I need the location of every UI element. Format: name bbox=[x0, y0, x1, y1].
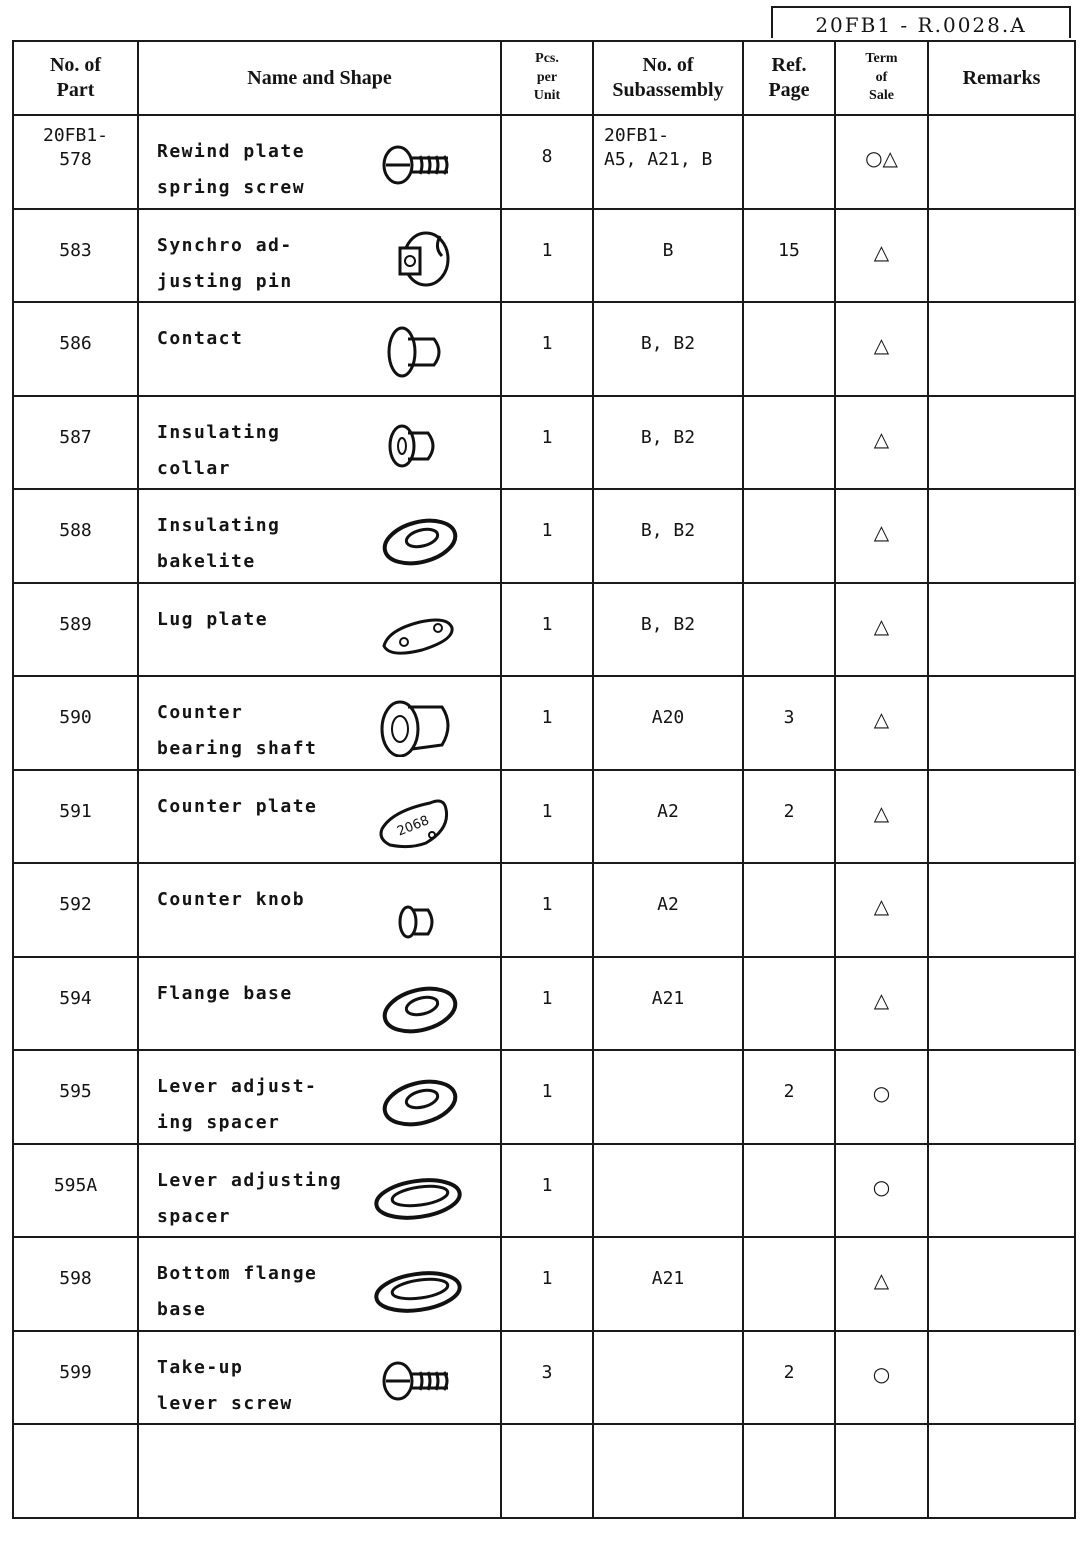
part-name: Flange base bbox=[157, 982, 293, 1004]
subassembly bbox=[594, 1145, 742, 1175]
ref-page bbox=[744, 490, 834, 520]
subassembly-cell bbox=[593, 1050, 743, 1144]
table-row bbox=[13, 1144, 1075, 1238]
subassembly bbox=[594, 1425, 742, 1455]
subassembly: B bbox=[662, 239, 674, 261]
subassembly: B, B2 bbox=[640, 613, 696, 635]
ref-page bbox=[744, 303, 834, 333]
table-header-row bbox=[13, 41, 1075, 115]
subassembly: A21 bbox=[651, 1268, 685, 1289]
document-id: 20FB1 - R.0028.A bbox=[771, 6, 1071, 38]
pcs-per-unit: 3 bbox=[541, 1361, 553, 1383]
part-no-cell bbox=[13, 863, 138, 957]
pcs-cell bbox=[501, 396, 593, 490]
subassembly: B, B2 bbox=[640, 333, 696, 354]
remarks-cell bbox=[928, 770, 1075, 864]
header-remarks: Remarks bbox=[928, 41, 1075, 115]
pcs-cell bbox=[501, 115, 593, 209]
subassembly: A2 bbox=[657, 894, 679, 915]
pcs-per-unit: 1 bbox=[541, 520, 553, 541]
ref-page-cell bbox=[743, 115, 835, 209]
knob-icon bbox=[370, 882, 470, 944]
part-name: Insulating bakelite bbox=[157, 515, 281, 572]
part-no-cell bbox=[13, 115, 138, 209]
part-name: Contact bbox=[157, 328, 244, 349]
pcs-per-unit: 1 bbox=[541, 707, 553, 728]
subassembly-cell bbox=[593, 957, 743, 1051]
term-of-sale: ○ bbox=[872, 1081, 891, 1105]
part-no: 591 bbox=[59, 800, 92, 822]
part-name: Counter bearing shaft bbox=[157, 702, 318, 759]
part-no-cell bbox=[13, 1144, 138, 1238]
part-no-cell bbox=[13, 1331, 138, 1425]
name-shape-cell bbox=[138, 209, 501, 303]
header-part-no: No. of Part bbox=[13, 41, 138, 115]
pcs-per-unit: 1 bbox=[541, 613, 553, 635]
subassembly: A21 bbox=[651, 987, 685, 1009]
remarks-cell bbox=[928, 676, 1075, 770]
ref-page: 2 bbox=[783, 1081, 795, 1102]
term-of-sale: △ bbox=[873, 426, 890, 451]
table-row bbox=[13, 1331, 1075, 1425]
remarks-cell bbox=[928, 583, 1075, 677]
part-no: 592 bbox=[59, 894, 92, 915]
pcs-cell bbox=[501, 1050, 593, 1144]
subassembly: B, B2 bbox=[640, 520, 696, 541]
table-row bbox=[13, 770, 1075, 864]
pcs-per-unit: 1 bbox=[541, 987, 553, 1009]
part-name: Bottom flange base bbox=[157, 1263, 318, 1320]
pcs-cell bbox=[501, 1237, 593, 1331]
pcs-per-unit: 8 bbox=[541, 146, 553, 167]
lug-plate-icon bbox=[370, 602, 470, 664]
ref-page bbox=[744, 1425, 834, 1455]
ref-page-cell bbox=[743, 209, 835, 303]
name-shape-cell bbox=[138, 302, 501, 396]
part-no: 598 bbox=[59, 1268, 92, 1289]
term-cell bbox=[835, 676, 928, 770]
term-of-sale: ○ bbox=[872, 1174, 891, 1199]
ref-page-cell bbox=[743, 957, 835, 1051]
term-of-sale: △ bbox=[873, 613, 890, 638]
term-of-sale bbox=[836, 1425, 927, 1455]
part-no: 20FB1- 578 bbox=[42, 125, 109, 170]
ref-page-cell bbox=[743, 583, 835, 677]
subassembly: 20FB1- A5, A21, B bbox=[604, 125, 713, 170]
ref-page bbox=[744, 116, 834, 146]
part-no-cell bbox=[13, 489, 138, 583]
subassembly-cell bbox=[593, 1144, 743, 1238]
part-name: Lever adjust- ing spacer bbox=[157, 1076, 318, 1133]
ref-page bbox=[744, 397, 834, 427]
part-name: Rewind plate spring screw bbox=[157, 141, 306, 198]
table-row bbox=[13, 1424, 1075, 1518]
subassembly-cell bbox=[593, 396, 743, 490]
table-row bbox=[13, 676, 1075, 770]
part-no: 589 bbox=[59, 613, 92, 635]
pcs-cell bbox=[501, 770, 593, 864]
ring-icon bbox=[370, 1163, 470, 1225]
subassembly-cell bbox=[593, 209, 743, 303]
remarks-cell bbox=[928, 1331, 1075, 1425]
header-name-shape: Name and Shape bbox=[138, 41, 501, 115]
washer-icon bbox=[370, 508, 470, 570]
ref-page-cell bbox=[743, 302, 835, 396]
table-row bbox=[13, 115, 1075, 209]
counter-plate-icon bbox=[370, 789, 470, 851]
term-of-sale: △ bbox=[873, 239, 890, 264]
pcs-cell bbox=[501, 489, 593, 583]
subassembly-cell bbox=[593, 1237, 743, 1331]
table-row bbox=[13, 396, 1075, 490]
ref-page bbox=[744, 958, 834, 988]
screw-icon bbox=[370, 134, 470, 196]
subassembly-cell bbox=[593, 583, 743, 677]
pcs-cell bbox=[501, 302, 593, 396]
pcs-cell bbox=[501, 583, 593, 677]
ref-page: 2 bbox=[783, 1361, 795, 1383]
pin-icon bbox=[370, 228, 470, 290]
term-cell bbox=[835, 115, 928, 209]
term-cell bbox=[835, 1331, 928, 1425]
part-no: 583 bbox=[59, 239, 92, 261]
table-row bbox=[13, 489, 1075, 583]
pcs-per-unit bbox=[502, 1425, 592, 1455]
term-of-sale: ○ bbox=[872, 1361, 891, 1386]
part-no-cell bbox=[13, 1050, 138, 1144]
pcs-cell bbox=[501, 1331, 593, 1425]
part-no-cell bbox=[13, 770, 138, 864]
name-shape-cell bbox=[138, 1237, 501, 1331]
pcs-cell bbox=[501, 957, 593, 1051]
part-no: 594 bbox=[59, 987, 92, 1009]
subassembly-cell bbox=[593, 1331, 743, 1425]
name-shape-cell bbox=[138, 489, 501, 583]
subassembly: B, B2 bbox=[640, 426, 696, 448]
part-no-cell bbox=[13, 583, 138, 677]
term-of-sale: ○△ bbox=[865, 146, 898, 170]
term-cell bbox=[835, 1050, 928, 1144]
bearing-shaft-icon bbox=[370, 695, 470, 757]
remarks-cell bbox=[928, 1237, 1075, 1331]
term-cell bbox=[835, 583, 928, 677]
subassembly bbox=[594, 1332, 742, 1362]
pcs-per-unit: 1 bbox=[541, 426, 553, 448]
header-pcs-per-unit: Pcs. per Unit bbox=[501, 41, 593, 115]
part-name: Lug plate bbox=[157, 608, 269, 630]
subassembly-cell bbox=[593, 863, 743, 957]
term-of-sale: △ bbox=[873, 987, 890, 1012]
ref-page-cell bbox=[743, 1237, 835, 1331]
table-row bbox=[13, 1237, 1075, 1331]
term-cell bbox=[835, 302, 928, 396]
part-no: 595 bbox=[59, 1081, 92, 1102]
pcs-per-unit: 1 bbox=[541, 333, 553, 354]
table-row bbox=[13, 957, 1075, 1051]
part-no-cell bbox=[13, 1237, 138, 1331]
name-shape-cell bbox=[138, 583, 501, 677]
ref-page: 3 bbox=[783, 707, 795, 728]
remarks-cell bbox=[928, 209, 1075, 303]
part-name: Counter knob bbox=[157, 889, 306, 910]
subassembly-cell bbox=[593, 770, 743, 864]
pcs-cell bbox=[501, 863, 593, 957]
term-cell bbox=[835, 489, 928, 583]
ref-page bbox=[744, 864, 834, 894]
pcs-per-unit: 1 bbox=[541, 1174, 553, 1196]
term-cell bbox=[835, 957, 928, 1051]
table-row bbox=[13, 583, 1075, 677]
ref-page: 15 bbox=[778, 239, 800, 261]
name-shape-cell bbox=[138, 396, 501, 490]
term-cell bbox=[835, 1144, 928, 1238]
part-no-cell bbox=[13, 302, 138, 396]
washer-icon bbox=[370, 976, 470, 1038]
pcs-cell bbox=[501, 1424, 593, 1518]
part-no: 595A bbox=[53, 1174, 98, 1196]
term-cell bbox=[835, 1424, 928, 1518]
term-of-sale: △ bbox=[873, 1268, 890, 1292]
subassembly-cell bbox=[593, 489, 743, 583]
pcs-per-unit: 1 bbox=[541, 800, 553, 822]
pcs-per-unit: 1 bbox=[541, 894, 553, 915]
term-of-sale: △ bbox=[873, 333, 890, 357]
part-name: Counter plate bbox=[157, 795, 318, 817]
ref-page-cell bbox=[743, 1424, 835, 1518]
term-of-sale: △ bbox=[873, 800, 890, 825]
part-no: 599 bbox=[59, 1361, 92, 1383]
pcs-per-unit: 1 bbox=[541, 1081, 553, 1102]
remarks-cell bbox=[928, 1144, 1075, 1238]
part-no: 588 bbox=[59, 520, 92, 541]
remarks-cell bbox=[928, 489, 1075, 583]
part-name: Lever adjusting spacer bbox=[157, 1169, 343, 1227]
ref-page-cell bbox=[743, 676, 835, 770]
ring-icon bbox=[370, 1256, 470, 1318]
subassembly-cell bbox=[593, 302, 743, 396]
name-shape-cell bbox=[138, 676, 501, 770]
table-row bbox=[13, 863, 1075, 957]
screw-icon bbox=[370, 1350, 470, 1412]
part-no-cell bbox=[13, 676, 138, 770]
term-of-sale: △ bbox=[873, 894, 890, 918]
ref-page-cell bbox=[743, 489, 835, 583]
name-shape-cell bbox=[138, 1144, 501, 1238]
name-shape-cell bbox=[138, 863, 501, 957]
part-name: Insulating collar bbox=[157, 421, 281, 479]
part-no bbox=[14, 1425, 137, 1455]
subassembly bbox=[594, 1051, 742, 1081]
part-name: Synchro ad- justing pin bbox=[157, 234, 293, 292]
ref-page bbox=[744, 1238, 834, 1268]
remarks-cell bbox=[928, 863, 1075, 957]
pcs-per-unit: 1 bbox=[541, 239, 553, 261]
part-no-cell bbox=[13, 396, 138, 490]
header-subassembly: No. of Subassembly bbox=[593, 41, 743, 115]
ref-page-cell bbox=[743, 1144, 835, 1238]
table-row bbox=[13, 1050, 1075, 1144]
header-ref-page: Ref. Page bbox=[743, 41, 835, 115]
part-name: Take-up lever screw bbox=[157, 1356, 293, 1414]
name-shape-cell bbox=[138, 957, 501, 1051]
subassembly-cell bbox=[593, 115, 743, 209]
name-shape-cell bbox=[138, 115, 501, 209]
term-cell bbox=[835, 770, 928, 864]
part-no: 590 bbox=[59, 707, 92, 728]
header-term-of-sale: Term of Sale bbox=[835, 41, 928, 115]
ref-page bbox=[744, 1145, 834, 1175]
name-shape-cell bbox=[138, 770, 501, 864]
ref-page bbox=[744, 584, 834, 614]
name-shape-cell bbox=[138, 1331, 501, 1425]
part-no-cell bbox=[13, 209, 138, 303]
subassembly: A20 bbox=[651, 707, 685, 728]
term-cell bbox=[835, 863, 928, 957]
pcs-cell bbox=[501, 676, 593, 770]
ref-page-cell bbox=[743, 1050, 835, 1144]
parts-table bbox=[12, 40, 1076, 1519]
remarks-cell bbox=[928, 957, 1075, 1051]
subassembly-cell bbox=[593, 1424, 743, 1518]
part-no: 586 bbox=[59, 333, 92, 354]
term-cell bbox=[835, 1237, 928, 1331]
pcs-per-unit: 1 bbox=[541, 1268, 553, 1289]
subassembly: A2 bbox=[657, 800, 679, 822]
collar-icon bbox=[370, 415, 470, 477]
pcs-cell bbox=[501, 1144, 593, 1238]
term-cell bbox=[835, 396, 928, 490]
ref-page-cell bbox=[743, 396, 835, 490]
remarks-cell bbox=[928, 302, 1075, 396]
ref-page-cell bbox=[743, 770, 835, 864]
name-shape-cell bbox=[138, 1050, 501, 1144]
ref-page-cell bbox=[743, 863, 835, 957]
table-row bbox=[13, 209, 1075, 303]
term-of-sale: △ bbox=[873, 520, 890, 544]
washer-icon bbox=[370, 1069, 470, 1131]
remarks-cell bbox=[928, 396, 1075, 490]
contact-icon bbox=[370, 321, 470, 383]
part-no-cell bbox=[13, 1424, 138, 1518]
name-shape-cell bbox=[138, 1424, 501, 1518]
part-no: 587 bbox=[59, 426, 92, 448]
ref-page: 2 bbox=[783, 800, 795, 822]
pcs-cell bbox=[501, 209, 593, 303]
remarks-cell bbox=[928, 115, 1075, 209]
remarks-cell bbox=[928, 1424, 1075, 1518]
subassembly-cell bbox=[593, 676, 743, 770]
part-no-cell bbox=[13, 957, 138, 1051]
term-cell bbox=[835, 209, 928, 303]
term-of-sale: △ bbox=[873, 707, 890, 731]
ref-page-cell bbox=[743, 1331, 835, 1425]
remarks-cell bbox=[928, 1050, 1075, 1144]
table-row bbox=[13, 302, 1075, 396]
